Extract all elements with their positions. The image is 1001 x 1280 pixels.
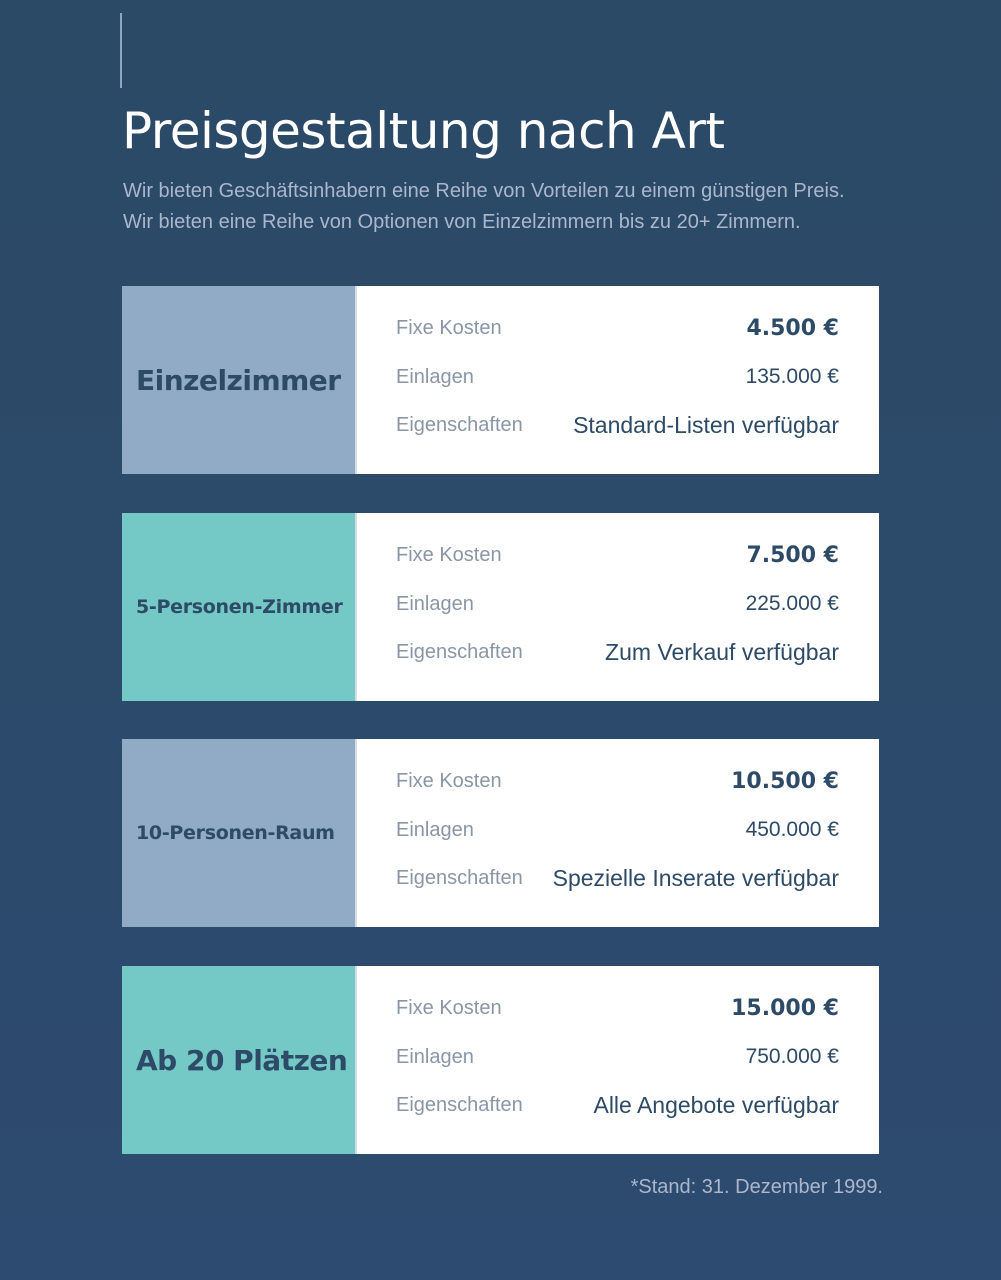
fixed-costs-value: 4.500 € <box>746 315 839 341</box>
page-subtitle <box>123 176 845 238</box>
pricing-card-einzelzimmer <box>122 286 879 474</box>
deposits-value: 450.000 € <box>745 818 839 841</box>
features-label: Eigenschaften <box>396 413 523 436</box>
features-label: Eigenschaften <box>396 640 523 663</box>
deposits-label: Einlagen <box>396 365 474 388</box>
fixed-costs-row <box>396 313 839 343</box>
plan-details <box>355 513 879 701</box>
fixed-costs-row <box>396 540 839 570</box>
plan-details <box>355 966 879 1154</box>
features-label: Eigenschaften <box>396 1093 523 1116</box>
fixed-costs-value: 10.500 € <box>731 768 839 794</box>
fixed-costs-row <box>396 766 839 796</box>
deposits-label: Einlagen <box>396 818 474 841</box>
footnote: *Stand: 31. Dezember 1999. <box>630 1176 883 1198</box>
fixed-costs-row <box>396 993 839 1023</box>
deposits-value: 135.000 € <box>745 365 839 388</box>
fixed-costs-value: 15.000 € <box>731 995 839 1021</box>
plan-name: 5-Personen-Zimmer <box>122 513 355 701</box>
pricing-card-10-personen-raum <box>122 739 879 927</box>
features-row <box>396 1090 839 1120</box>
features-value: Zum Verkauf verfügbar <box>605 638 839 665</box>
features-row <box>396 410 839 440</box>
deposits-value: 225.000 € <box>745 592 839 615</box>
plan-name: Einzelzimmer <box>122 286 355 474</box>
features-value: Spezielle Inserate verfügbar <box>552 864 839 891</box>
plan-name: Ab 20 Plätzen <box>122 966 355 1154</box>
deposits-label: Einlagen <box>396 1045 474 1068</box>
accent-line <box>120 13 122 88</box>
features-value: Standard-Listen verfügbar <box>573 411 839 438</box>
plan-name: 10-Personen-Raum <box>122 739 355 927</box>
fixed-costs-label: Fixe Kosten <box>396 996 502 1019</box>
plan-details <box>355 739 879 927</box>
fixed-costs-value: 7.500 € <box>746 542 839 568</box>
features-row <box>396 637 839 667</box>
deposits-row <box>396 815 839 845</box>
subtitle-line-1: Wir bieten Geschäftsinhabern eine Reihe von Vorteilen zu einem günstigen Preis. <box>123 180 845 202</box>
fixed-costs-label: Fixe Kosten <box>396 316 502 339</box>
pricing-card-ab-20-plaetzen <box>122 966 879 1154</box>
subtitle-line-2: Wir bieten eine Reihe von Optionen von Einzelzimmern bis zu 20+ Zimmern. <box>123 211 801 233</box>
deposits-row <box>396 1042 839 1072</box>
page-title: Preisgestaltung nach Art <box>122 102 725 160</box>
features-value: Alle Angebote verfügbar <box>593 1091 839 1118</box>
fixed-costs-label: Fixe Kosten <box>396 543 502 566</box>
deposits-row <box>396 362 839 392</box>
deposits-row <box>396 589 839 619</box>
deposits-value: 750.000 € <box>745 1045 839 1068</box>
features-row <box>396 863 839 893</box>
features-label: Eigenschaften <box>396 866 523 889</box>
deposits-label: Einlagen <box>396 592 474 615</box>
fixed-costs-label: Fixe Kosten <box>396 769 502 792</box>
plan-details <box>355 286 879 474</box>
pricing-card-5-personen-zimmer <box>122 513 879 701</box>
